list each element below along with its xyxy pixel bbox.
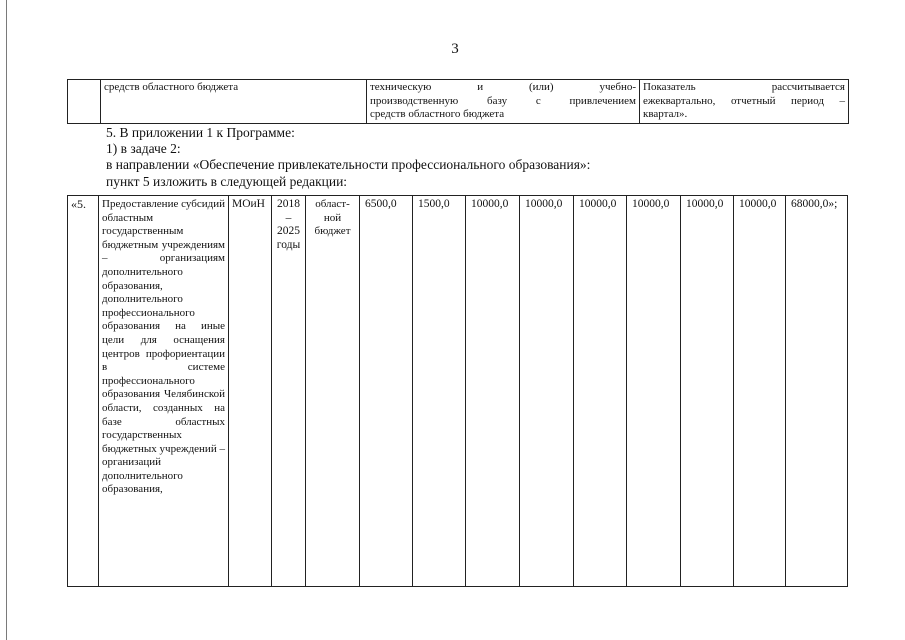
table-row	[68, 196, 848, 587]
table-cell-text	[367, 80, 640, 124]
funding-total: 68000,0»;	[786, 196, 848, 587]
measure-name: Предоставление субсидий областным государственным бюджетным учреждениям – организациям дополнительного образования, дополнительного профессионального образования на иные цели для оснащения центров профориентации в системе профессионального образования Челябинской области, созданных на базе областных государственных бюджетных учреждений – организаций дополнительного образования,	[99, 196, 229, 587]
source-line: бюджет	[314, 225, 351, 238]
funding-value: 10000,0	[681, 196, 734, 587]
table-cell-empty	[68, 80, 101, 124]
period-end: 2025	[277, 225, 300, 238]
text-fragment: Показатель	[643, 81, 696, 93]
source-line: ной	[323, 211, 342, 224]
instruction-line: 1) в задаче 2:	[106, 141, 181, 157]
table-cell-text: средств областного бюджета	[101, 80, 367, 124]
funding-value: 10000,0	[466, 196, 520, 587]
instruction-line: 5. В приложении 1 к Программе:	[106, 125, 295, 140]
implementation-period	[272, 196, 306, 587]
text-line: средств областного бюджета	[370, 108, 505, 120]
funding-value: 10000,0	[574, 196, 627, 587]
funding-source	[306, 196, 360, 587]
text-line: ежеквартально, отчетный период –	[643, 94, 845, 107]
funding-value: 1500,0	[413, 196, 466, 587]
funding-value: 6500,0	[360, 196, 413, 587]
instruction-line: пункт 5 изложить в следующей редакции:	[106, 173, 348, 189]
source-line: област-	[315, 198, 350, 210]
text-fragment: техническую	[370, 81, 432, 93]
program-measures-table	[67, 195, 848, 587]
period-dash: –	[285, 211, 292, 224]
text-fragment: рассчитывается	[771, 81, 845, 93]
funding-value: 10000,0	[627, 196, 681, 587]
funding-value: 10000,0	[520, 196, 574, 587]
period-unit: годы	[276, 238, 301, 251]
funding-value: 10000,0	[734, 196, 786, 587]
text-line: квартал».	[643, 108, 688, 120]
item-number: «5.	[68, 196, 99, 587]
amendment-instructions	[106, 125, 590, 190]
executor: МОиН	[229, 196, 272, 587]
table-row	[68, 80, 849, 124]
instruction-line: в направлении «Обеспечение привлекательности профессионального образования»:	[106, 157, 591, 173]
text-fragment: (или)	[528, 81, 554, 93]
table-cell-text	[640, 80, 849, 124]
page-number: 3	[451, 41, 459, 57]
text-line: производственную базу с привлечением	[370, 94, 636, 107]
continuation-table	[67, 79, 849, 124]
text-fragment: учебно-	[599, 81, 637, 93]
text-fragment: и	[477, 81, 484, 93]
page-edge-line	[6, 0, 7, 640]
period-start: 2018	[277, 198, 300, 210]
